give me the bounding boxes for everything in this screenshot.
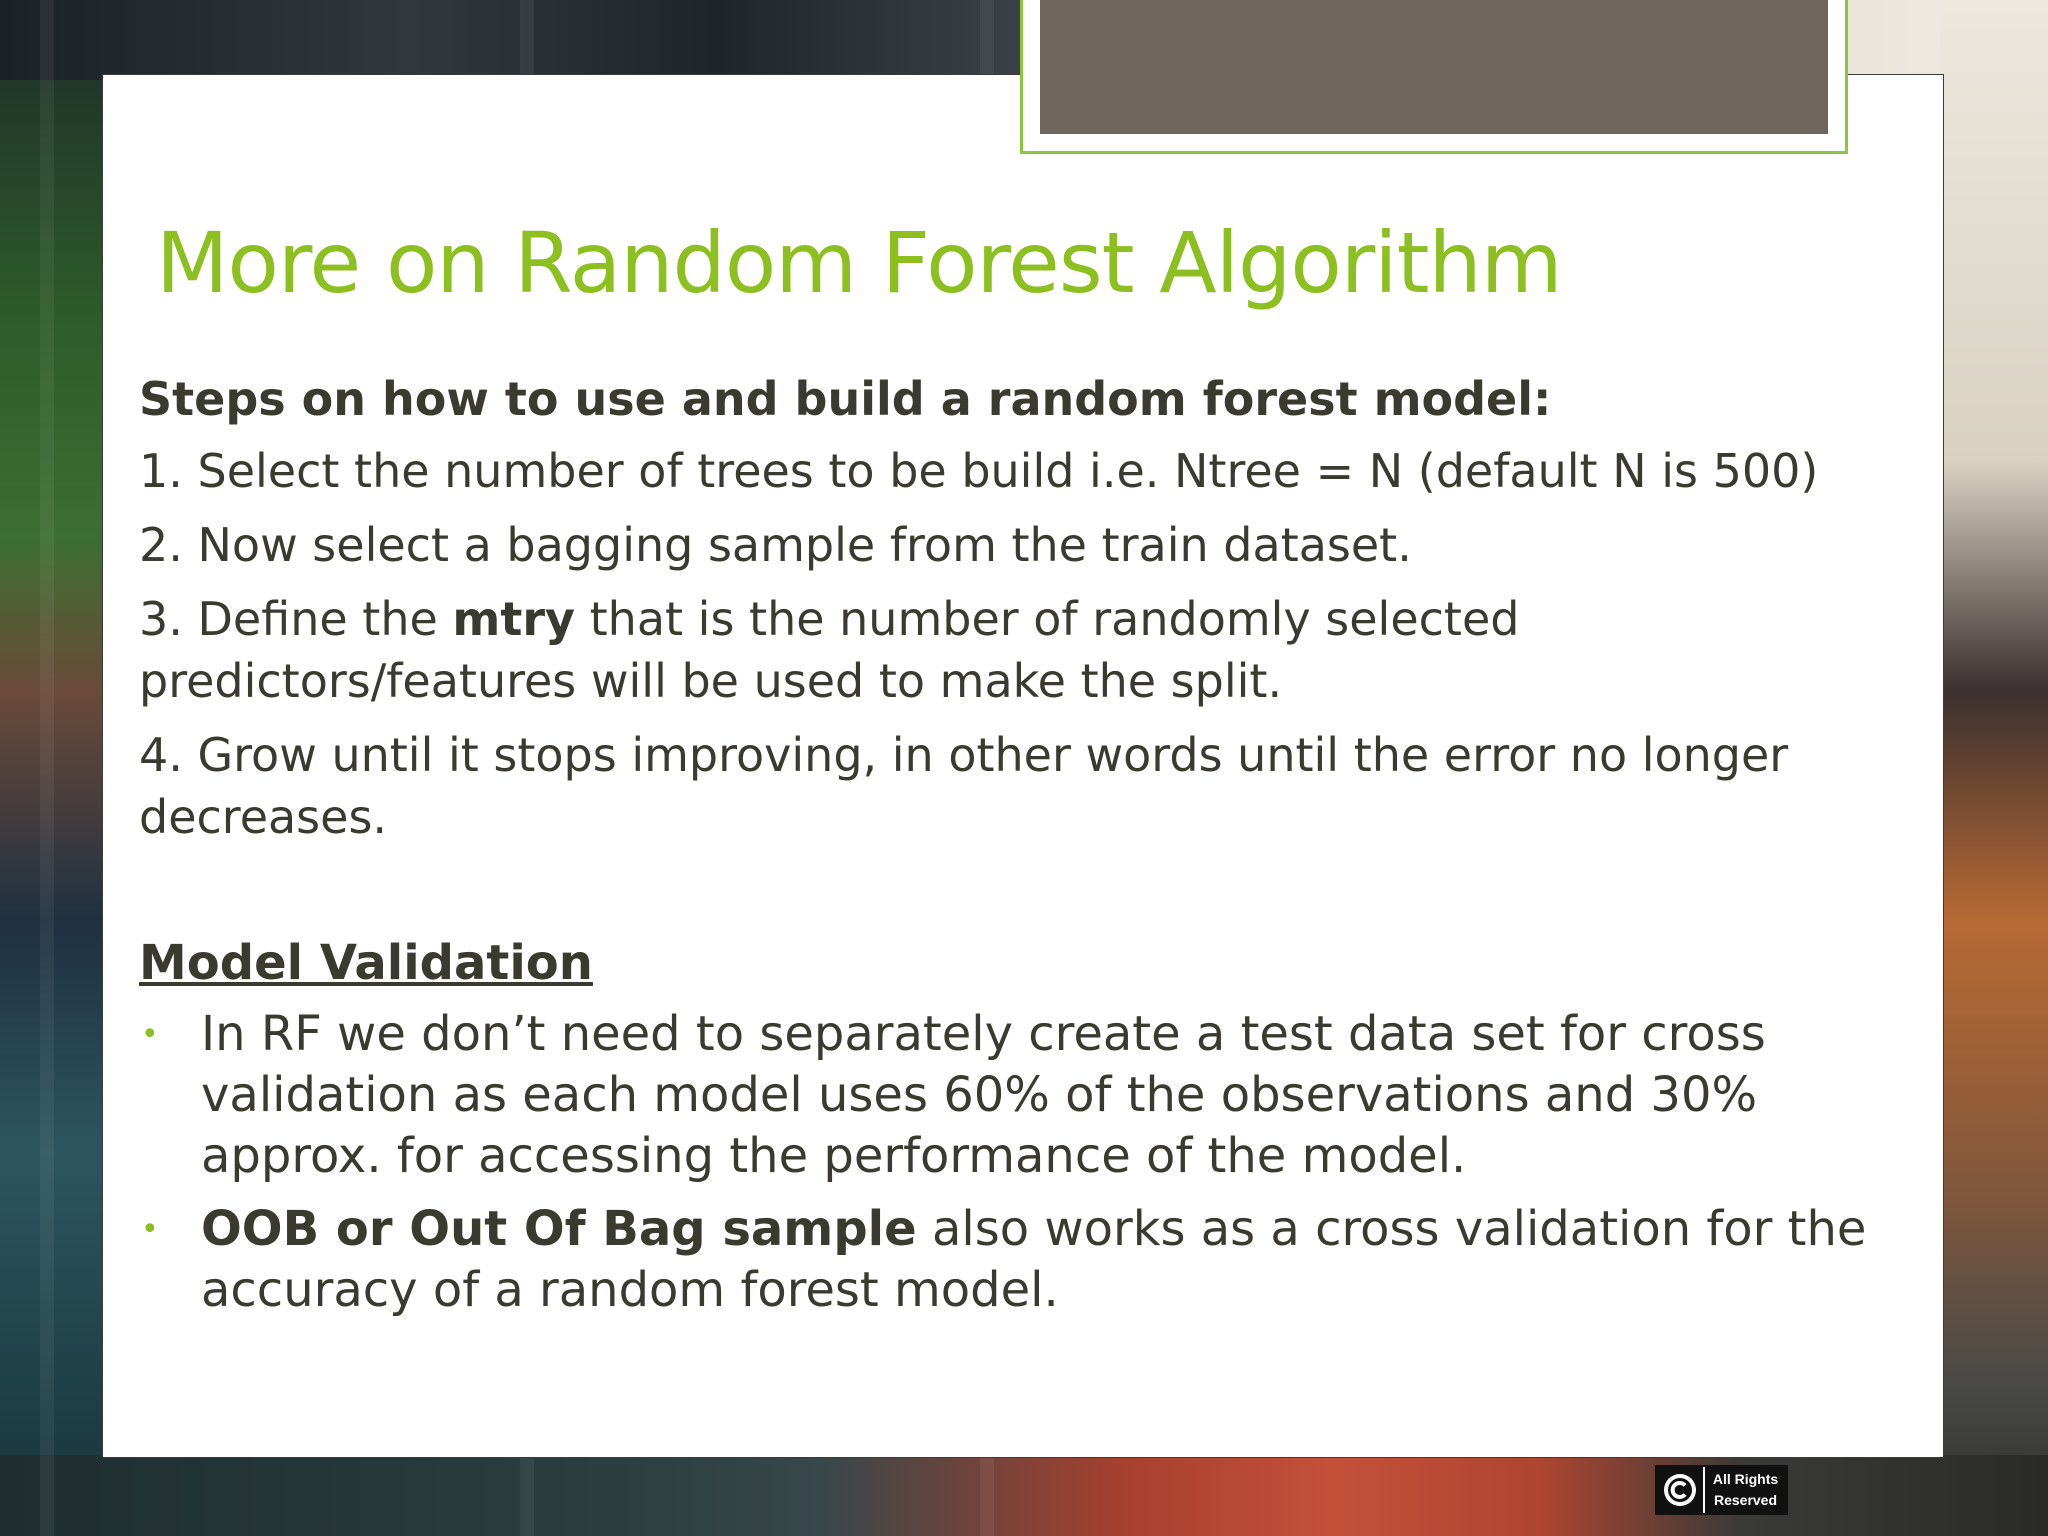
bullet-text: In RF we don’t need to separately create a test data set for cross validation as each model uses 60% of the observations and 30% approx. for accessing the performance of the model. [201, 1006, 1766, 1184]
copyright-icon [1657, 1467, 1703, 1513]
bullet-text: also works as a cross validation for the accuracy of a random forest model. [201, 1201, 1867, 1318]
slide-content [139, 368, 1909, 1333]
step-2: 2. Now select a bagging sample from the train dataset. [139, 518, 1412, 572]
step-3-lead: 3. Define the [139, 592, 453, 646]
background-stripe [40, 0, 54, 1536]
license-badge [1655, 1465, 1788, 1515]
steps-heading: Steps on how to use and build a random forest model: [139, 372, 1552, 426]
bullet-icon: • [141, 1017, 159, 1052]
license-text [1705, 1467, 1786, 1513]
license-line-1: All Rights [1712, 1471, 1779, 1487]
step-3 [139, 588, 1909, 712]
title-accent-block [1040, 0, 1828, 134]
bullet-item-oob [139, 1199, 1909, 1321]
mtry-term: mtry [452, 592, 575, 646]
license-line-2: Reserved [1713, 1492, 1778, 1508]
oob-term: OOB or Out Of Bag sample [201, 1201, 917, 1257]
bullet-icon: • [141, 1212, 159, 1247]
validation-bullet-list [139, 1004, 1909, 1321]
slide-title: More on Random Forest Algorithm [156, 214, 1562, 312]
step-4: 4. Grow until it stops improving, in other words until the error no longer decreases. [139, 728, 1789, 844]
background-person-right [1940, 0, 2048, 1536]
bullet-item-rf [139, 1004, 1909, 1187]
step-3-rest: that is the number of randomly selected predictors/features will be used to make the split. [139, 592, 1520, 708]
step-1: 1. Select the number of trees to be build i.e. Ntree = N (default N is 500) [139, 444, 1819, 498]
background-plant-left [0, 0, 110, 1536]
model-validation-heading: Model Validation [139, 935, 593, 991]
